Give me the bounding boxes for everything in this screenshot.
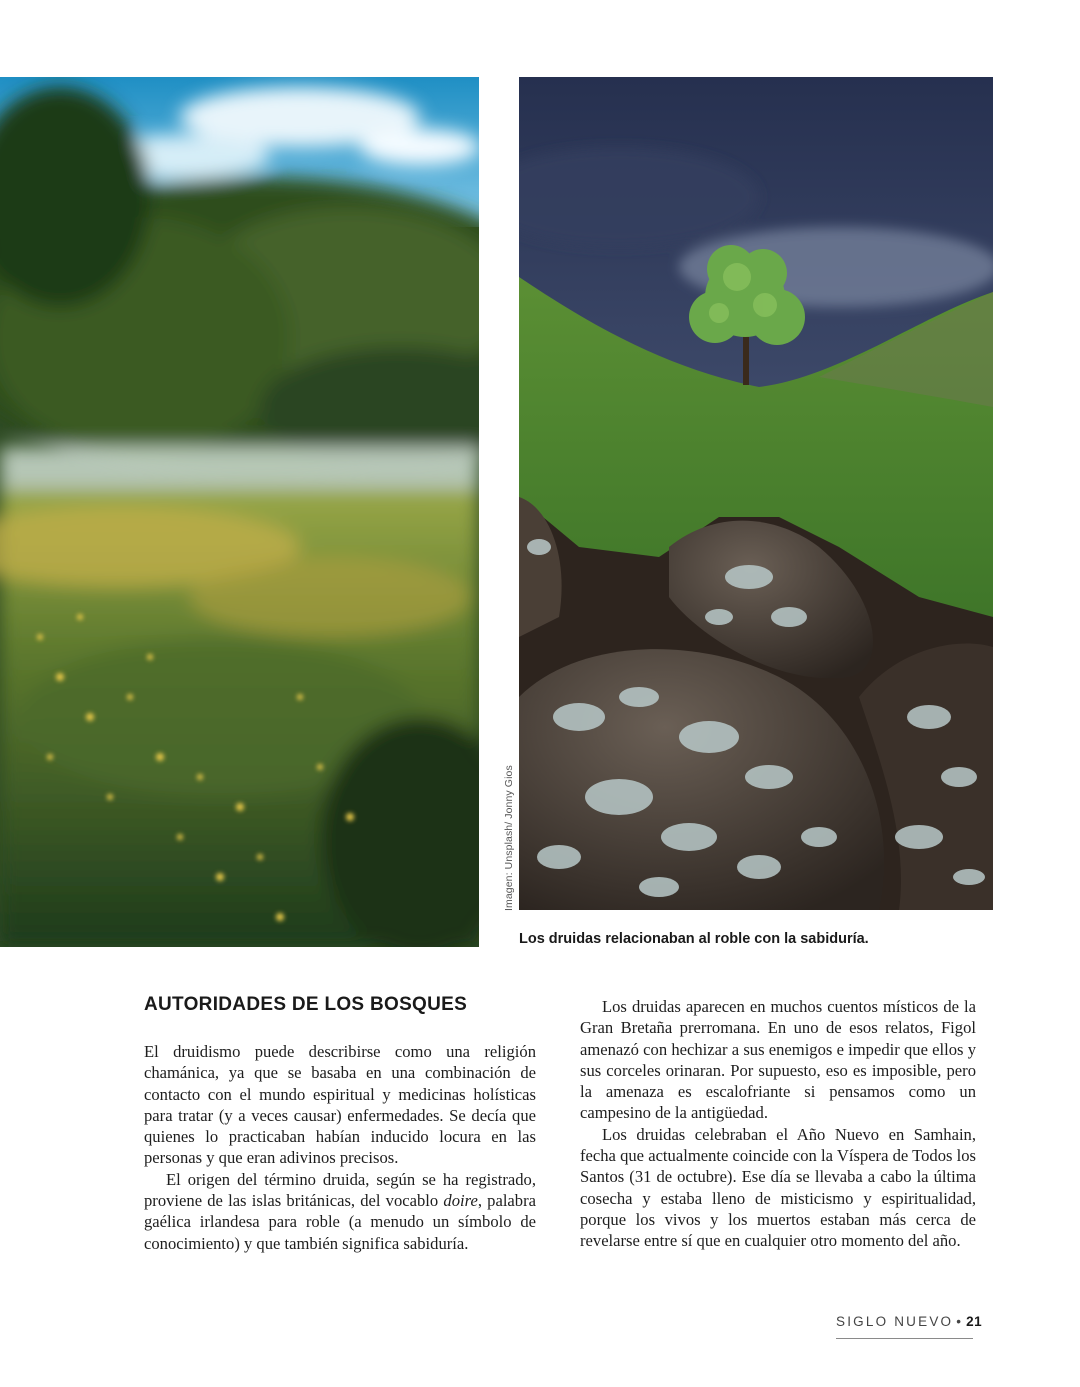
right-paragraph-2: Los druidas celebraban el Año Nuevo en Samhain, fecha que actualmente coincide con la Víspera de Todos los Santos (31 de octubre). Ese día se llevaba a cabo la última cosecha y estaba lleno de misticismo y espiritualidad, porque los vivos y los muertos estaban más cerca de revelarse entre sí que en cualquier otro momento del año.	[580, 1124, 976, 1251]
magazine-name: SIGLO NUEVO	[836, 1314, 954, 1329]
left-paragraph-2-end: , palabra gaélica irlandesa para roble (a menudo un símbolo de conocimiento) y que también significa sabiduría.	[144, 1191, 536, 1253]
tree-rocks-photo	[519, 77, 993, 910]
section-heading: AUTORIDADES DE LOS BOSQUES	[144, 994, 468, 1015]
left-column	[144, 1041, 536, 1254]
left-paragraph-2	[144, 1169, 536, 1254]
photo-caption: Los druidas relacionaban al roble con la sabiduría.	[519, 931, 869, 947]
meadow-image	[0, 77, 479, 947]
photo-credit: Imagen: Unsplash/ Jonny Gios	[503, 765, 515, 911]
footer-separator: •	[956, 1314, 964, 1329]
right-column	[580, 996, 976, 1252]
italic-term: doire	[443, 1191, 478, 1211]
left-paragraph-1: El druidismo puede describirse como una religión chamánica, ya que se basaba en una combinación de contacto con el mundo espiritual y medicinas holísticas para tratar (y a veces causar) enfermedades. Se decía que quienes lo practicaban habían inducido locura en las personas y que eran adivinos precisos.	[144, 1042, 536, 1168]
tree-rocks-image	[519, 77, 993, 910]
meadow-photo	[0, 77, 479, 947]
page-number: 21	[966, 1314, 983, 1329]
left-paragraph-2-start: El origen del término druida, según se ha registrado, proviene de las islas británicas, del vocablo	[144, 1169, 536, 1211]
page-footer	[836, 1314, 983, 1339]
right-paragraph-1: Los druidas aparecen en muchos cuentos místicos de la Gran Bretaña prerromana. En uno de esos relatos, Figol amenazó con hechizar a sus enemigos e impedir que ellos y sus corceles orinaran. Por supuesto, eso es imposible, pero la amenaza es escalofriante si pensamos como un campesino de la antigüedad.	[580, 997, 976, 1123]
